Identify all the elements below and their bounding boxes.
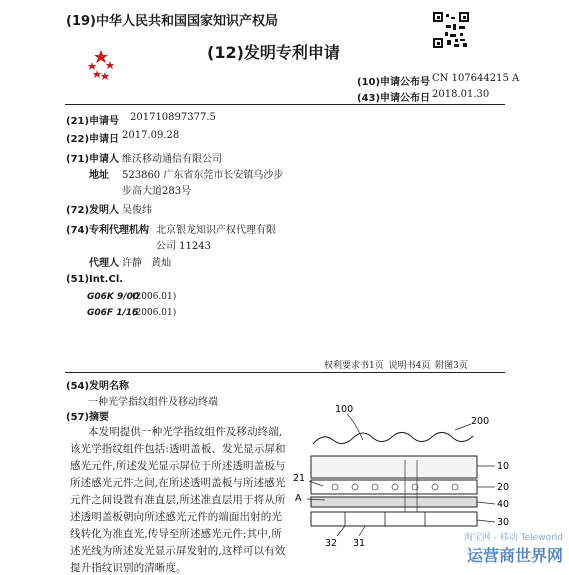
title-label: (54)发明名称 xyxy=(66,381,130,392)
figure-label: 31 xyxy=(353,538,366,549)
figure-label: 200 xyxy=(471,416,490,427)
figure-label: 100 xyxy=(335,404,354,415)
applicant: 维沃移动通信有限公司 xyxy=(122,154,222,165)
page-count-info: 权利要求书1页 说明书4页 附图3页 xyxy=(324,361,468,371)
address-line-2: 步高大道283号 xyxy=(122,186,192,197)
figure-label: 20 xyxy=(497,482,510,493)
abstract-line: 感光元件,所述发光显示屏位于所述透明盖板与 xyxy=(70,460,286,472)
abstract-line: 述透明盖板朝向所述感光元件的端面出射的光 xyxy=(70,511,282,523)
watermark xyxy=(464,530,563,566)
figure-label: 10 xyxy=(497,461,510,472)
inventor-label: (72)发明人 xyxy=(66,205,120,216)
address-line-1: 523860 广东省东莞市长安镇乌沙步 xyxy=(122,170,284,181)
abstract-line: 线转化为准直光,传导至所述感光元件;其中,所 xyxy=(70,528,282,540)
application-number: 201710897377.5 xyxy=(130,112,216,123)
class-2-code: G06F 1/16 xyxy=(87,308,139,318)
filing-date-label: (22)申请日 xyxy=(66,134,120,145)
collimator-layer xyxy=(311,497,477,507)
abstract-line: 元件之间设置有准直层,所述准直层用于将从所 xyxy=(70,494,286,506)
office-name: (19)中华人民共和国国家知识产权局 xyxy=(66,14,278,29)
class-2-year: (2006.01) xyxy=(132,308,177,318)
applicant-label: (71)申请人 xyxy=(66,154,120,165)
agency-line-1: 北京银龙知识产权代理有限 xyxy=(156,225,276,236)
qr-code-icon xyxy=(433,12,469,48)
document-type: (12)发明专利申请 xyxy=(207,43,340,62)
abstract-line: 提升指纹识别的清晰度。 xyxy=(70,562,187,574)
invention-title: 一种光学指纹组件及移动终端 xyxy=(88,397,218,408)
agency-line-2: 公司 11243 xyxy=(156,241,211,252)
finger-surface-line xyxy=(313,432,473,444)
watermark-line-2: 运营商世界网 xyxy=(466,546,563,565)
figure-label: 40 xyxy=(497,499,510,510)
publication-date-label: (43)申请公布日 xyxy=(357,93,431,104)
abstract-divider xyxy=(65,372,505,373)
publication-number-label: (10)申请公布号 xyxy=(357,77,431,88)
figure-label: 30 xyxy=(497,517,510,528)
filing-date: 2017.09.28 xyxy=(122,130,180,141)
int-cl-label: (51)Int.Cl. xyxy=(66,274,124,285)
figure-label: A xyxy=(295,493,302,504)
publication-number: CN 107644215 A xyxy=(432,73,520,84)
agency-label: (74)专利代理机构 xyxy=(66,225,150,236)
header-divider xyxy=(65,104,505,105)
abstract-line: 本发明提供一种光学指纹组件及移动终端, xyxy=(88,426,283,438)
watermark-line-1: 淘宝网 - 移动 Teleworld xyxy=(463,533,563,543)
application-number-label: (21)申请号 xyxy=(66,116,120,127)
class-1-code: G06K 9/00 xyxy=(87,292,140,302)
class-1-year: (2006.01) xyxy=(132,292,177,302)
sensor-layer xyxy=(311,512,477,526)
cover-layer xyxy=(311,456,477,478)
emblem-stars-icon xyxy=(88,48,118,82)
abstract-line: 述光线为所述发光显示屏发射的,这样可以有效 xyxy=(70,545,286,557)
figure-label: 21 xyxy=(293,473,306,484)
publication-date: 2018.01.30 xyxy=(432,89,490,100)
figure-label: 32 xyxy=(325,538,338,549)
inventor: 吴俊纬 xyxy=(122,205,152,216)
agents: 许静 黄灿 xyxy=(122,258,172,269)
abstract-line: 该光学指纹组件包括:透明盖板、发光显示屏和 xyxy=(70,443,286,455)
abstract-line: 所述感光元件之间,在所述透明盖板与所述感光 xyxy=(70,477,286,489)
agent-label: 代理人 xyxy=(89,258,119,269)
abstract-label: (57)摘要 xyxy=(66,412,110,423)
address-label: 地址 xyxy=(89,170,109,181)
